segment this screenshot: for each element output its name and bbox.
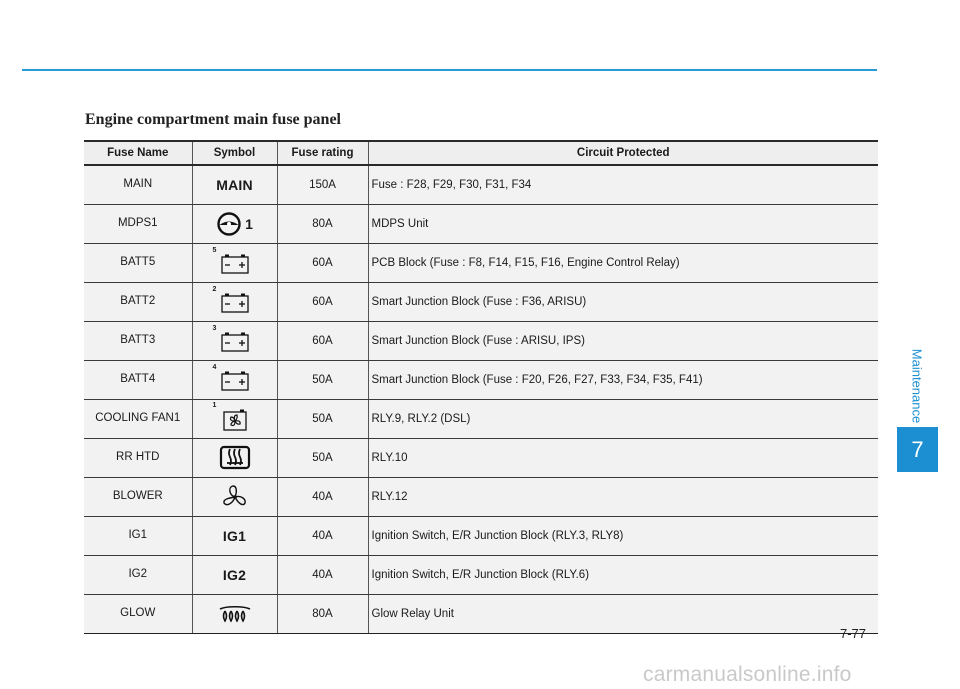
circuit-protected-cell: Fuse : F28, F29, F30, F31, F34 [368, 165, 878, 205]
circuit-protected-cell: Smart Junction Block (Fuse : F20, F26, F27, F33, F34, F35, F41) [368, 361, 878, 400]
circuit-protected-cell: Glow Relay Unit [368, 595, 878, 634]
symbol-index: 2 [212, 286, 217, 293]
circuit-protected-cell: Ignition Switch, E/R Junction Block (RLY.6) [368, 556, 878, 595]
symbol-cell [192, 439, 277, 478]
ig-symbol-label: IG2 [222, 567, 247, 583]
fuse-rating-cell: 80A [277, 205, 368, 244]
blower-fan-icon [221, 483, 249, 511]
table-row [84, 361, 878, 400]
fuse-name-cell: BATT2 [84, 283, 192, 322]
fuse-name-cell: COOLING FAN1 [84, 400, 192, 439]
table-row [84, 165, 878, 205]
fuse-name-cell: BATT3 [84, 322, 192, 361]
fuse-rating-cell: 50A [277, 400, 368, 439]
symbol-index: 1 [245, 216, 253, 232]
fuse-rating-cell: 40A [277, 517, 368, 556]
fuse-name-cell: IG1 [84, 517, 192, 556]
table-header-row [84, 141, 878, 165]
circuit-protected-cell: RLY.12 [368, 478, 878, 517]
fuse-rating-cell: 150A [277, 165, 368, 205]
table-row [84, 322, 878, 361]
table-row [84, 439, 878, 478]
steering-wheel-icon [216, 211, 253, 237]
fuse-rating-cell: 50A [277, 439, 368, 478]
circuit-protected-cell: Ignition Switch, E/R Junction Block (RLY.3, RLY8) [368, 517, 878, 556]
circuit-protected-cell: RLY.10 [368, 439, 878, 478]
section-title: Engine compartment main fuse panel [85, 111, 341, 128]
symbol-cell [192, 283, 277, 322]
fuse-name-cell: RR HTD [84, 439, 192, 478]
symbol-cell [192, 165, 277, 205]
circuit-protected-cell: PCB Block (Fuse : F8, F14, F15, F16, Engine Control Relay) [368, 244, 878, 283]
fuse-name-cell: IG2 [84, 556, 192, 595]
fuse-rating-cell: 60A [277, 322, 368, 361]
table-row [84, 400, 878, 439]
watermark: carmanualsonline.info [643, 663, 852, 686]
fuse-table-body [84, 165, 878, 634]
symbol-index: 5 [212, 247, 217, 254]
header-circuit-protected: Circuit Protected [368, 141, 878, 165]
page-number: 7-77 [840, 626, 867, 641]
fuse-name-cell: MDPS1 [84, 205, 192, 244]
symbol-cell [192, 205, 277, 244]
table-row [84, 283, 878, 322]
symbol-cell [192, 517, 277, 556]
table-row [84, 244, 878, 283]
fuse-rating-cell: 40A [277, 478, 368, 517]
table-row [84, 478, 878, 517]
fuse-name-cell: GLOW [84, 595, 192, 634]
header-symbol: Symbol [192, 141, 277, 165]
header-fuse-name: Fuse Name [84, 141, 192, 165]
circuit-protected-cell: RLY.9, RLY.2 (DSL) [368, 400, 878, 439]
glow-plug-icon [218, 603, 252, 625]
table-row [84, 517, 878, 556]
fuse-name-cell: BATT4 [84, 361, 192, 400]
battery-icon [212, 286, 250, 313]
cooling-fan-icon [212, 402, 250, 431]
fuse-rating-cell: 80A [277, 595, 368, 634]
table-row [84, 205, 878, 244]
symbol-index: 3 [212, 325, 217, 332]
fuse-name-cell: MAIN [84, 165, 192, 205]
circuit-protected-cell: Smart Junction Block (Fuse : F36, ARISU) [368, 283, 878, 322]
symbol-cell [192, 322, 277, 361]
symbol-cell [192, 595, 277, 634]
table-row [84, 595, 878, 634]
fuse-rating-cell: 60A [277, 244, 368, 283]
battery-icon [212, 325, 250, 352]
fuse-name-cell: BATT5 [84, 244, 192, 283]
battery-icon [212, 364, 250, 391]
fuse-rating-cell: 40A [277, 556, 368, 595]
symbol-cell [192, 361, 277, 400]
symbol-index: 1 [212, 402, 217, 409]
top-rule [22, 69, 877, 71]
battery-icon [212, 247, 250, 274]
symbol-cell [192, 244, 277, 283]
header-fuse-rating: Fuse rating [277, 141, 368, 165]
table-row [84, 556, 878, 595]
main-symbol-label: MAIN [216, 177, 253, 193]
circuit-protected-cell: MDPS Unit [368, 205, 878, 244]
rear-defroster-icon [219, 445, 251, 471]
symbol-cell [192, 478, 277, 517]
chapter-tab[interactable]: 7 [897, 427, 938, 472]
ig-symbol-label: IG1 [222, 528, 247, 544]
symbol-cell [192, 400, 277, 439]
fuse-rating-cell: 60A [277, 283, 368, 322]
symbol-index: 4 [212, 364, 217, 371]
fuse-rating-cell: 50A [277, 361, 368, 400]
fuse-table [84, 140, 878, 634]
circuit-protected-cell: Smart Junction Block (Fuse : ARISU, IPS) [368, 322, 878, 361]
fuse-name-cell: BLOWER [84, 478, 192, 517]
symbol-cell [192, 556, 277, 595]
